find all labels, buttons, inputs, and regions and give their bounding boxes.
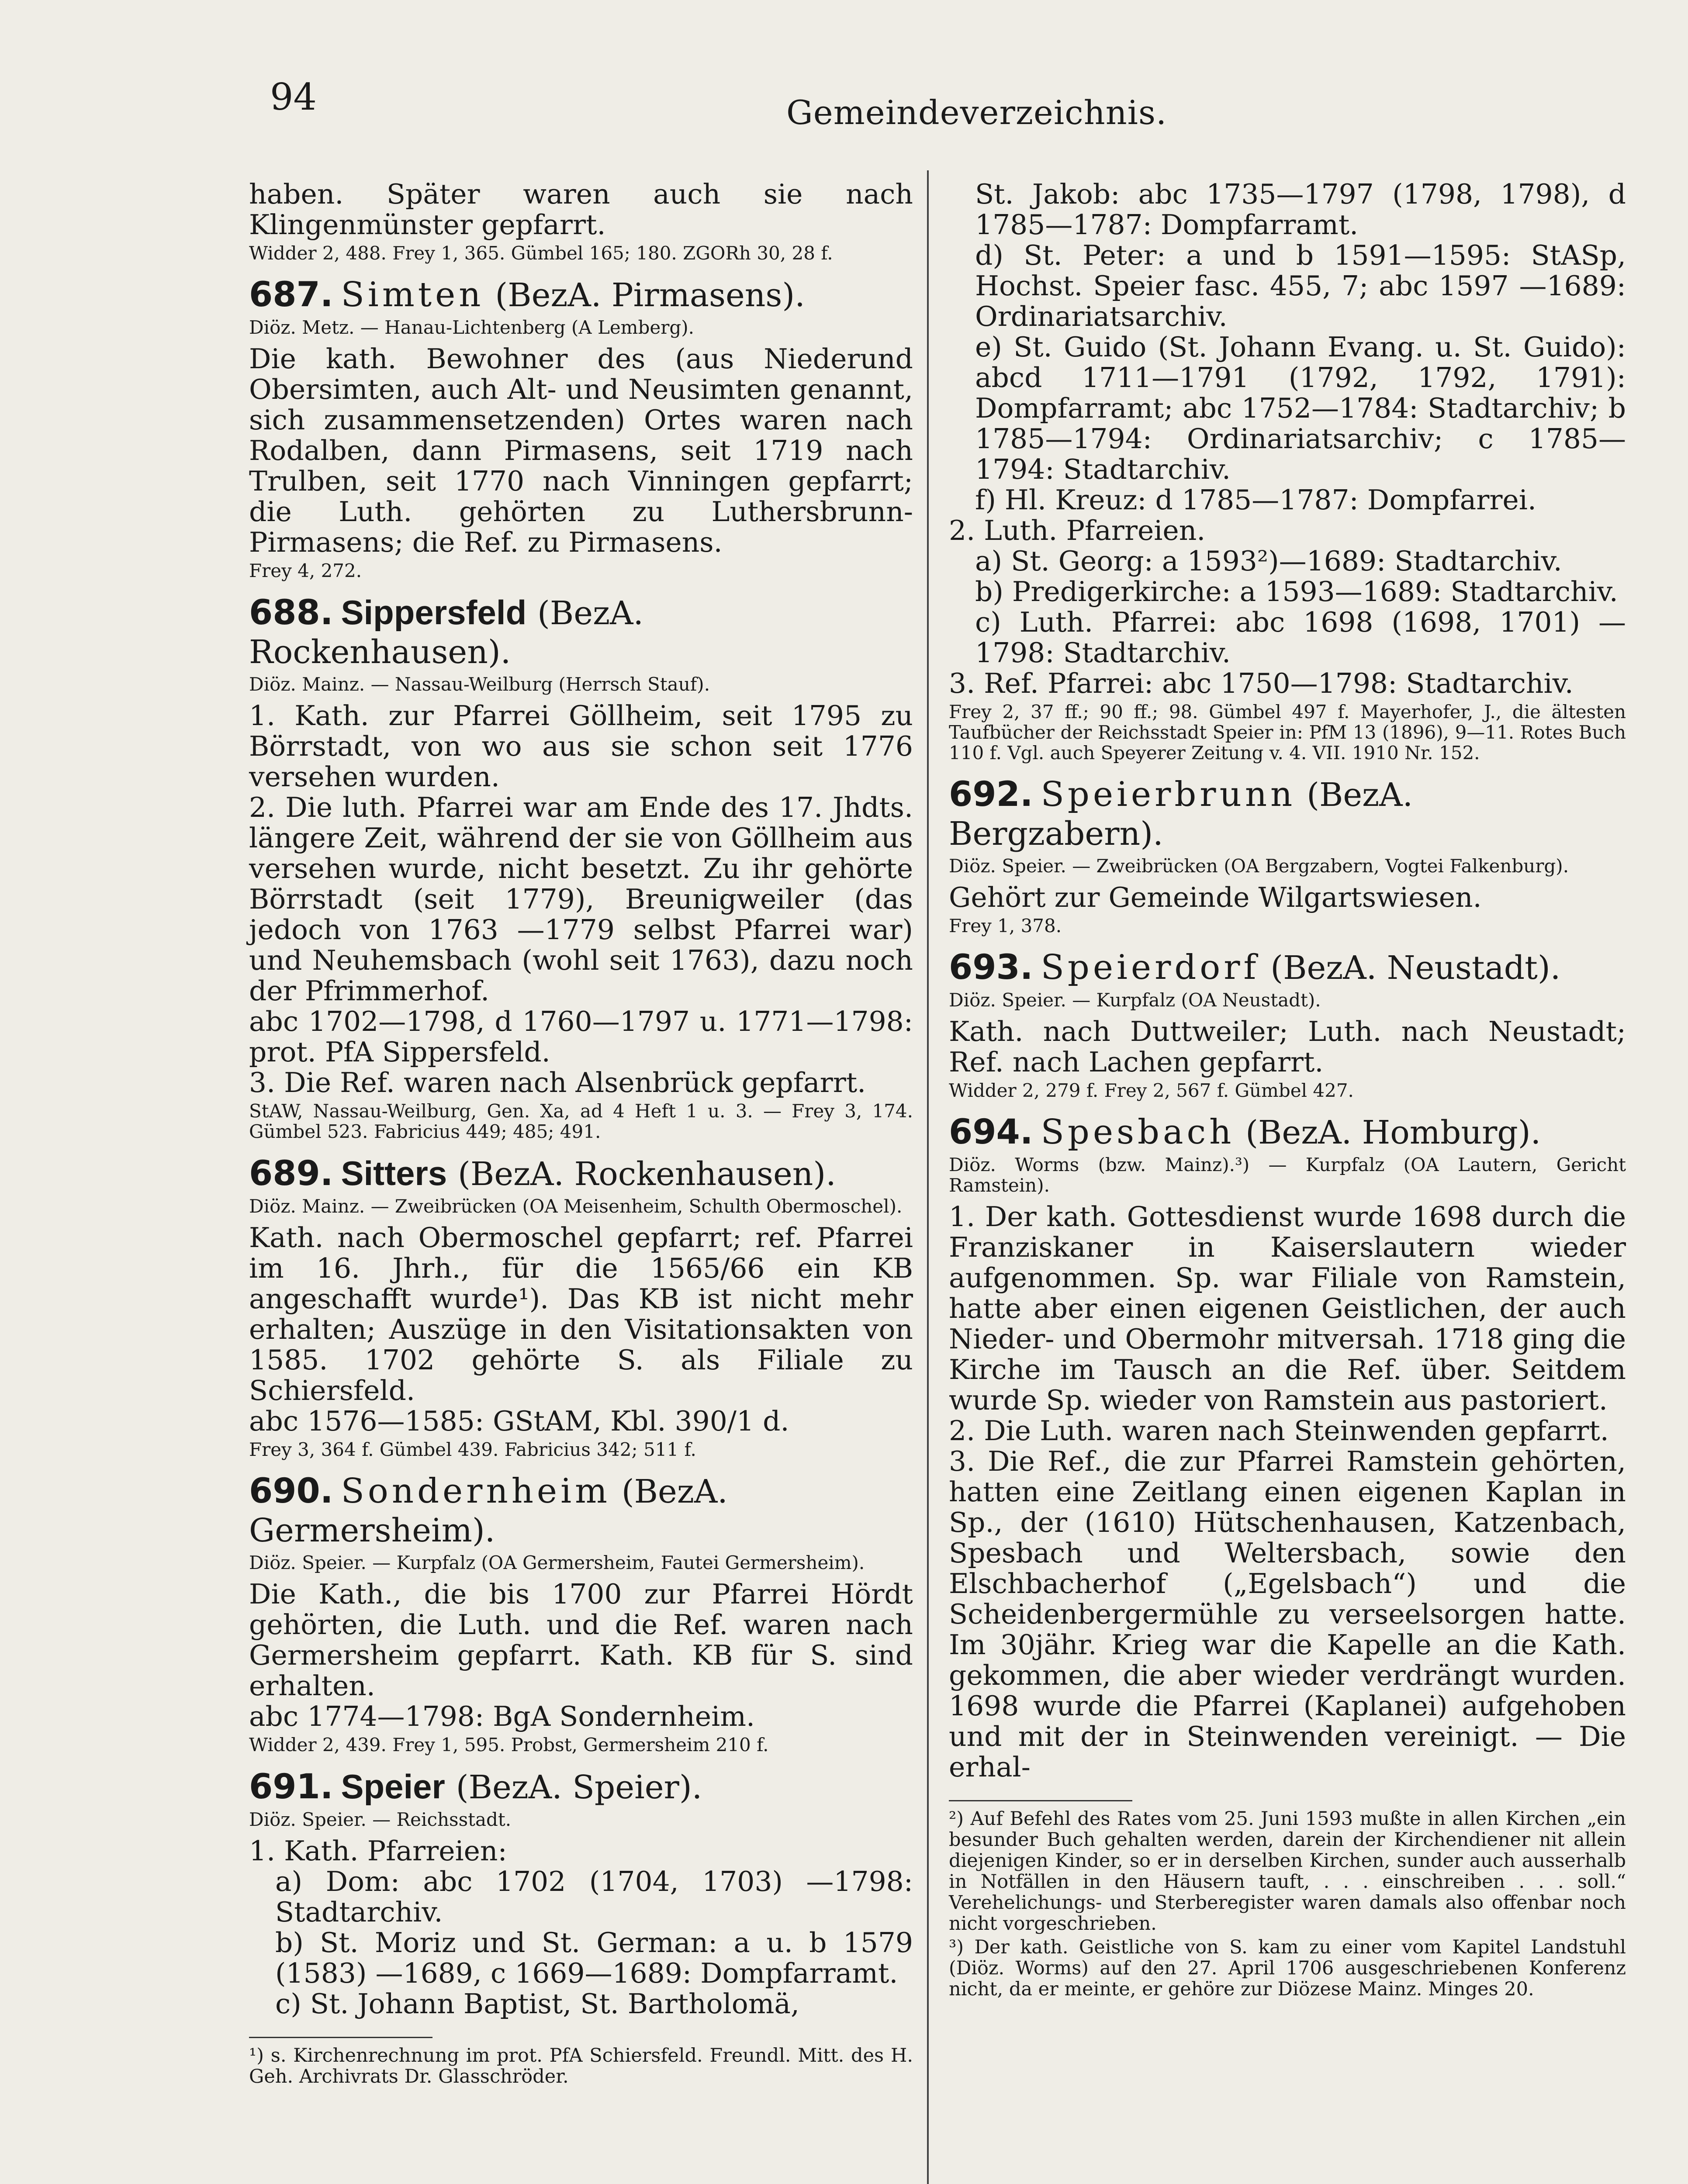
entry-diocese: Diöz. Worms (bzw. Mainz).³) — Kurpfalz (OA Lautern, Gericht Ramstein). [949,1154,1626,1196]
entry-heading [949,1113,1626,1152]
entry-paragraph: Kath. nach Duttweiler; Luth. nach Neustadt; Ref. nach Lachen gepfarrt. [949,1016,1626,1078]
entry-diocese: Diöz. Mainz. — Nassau-Weilburg (Herrsch Stauf). [249,674,710,695]
entry-place-name: Sondernheim [341,1472,611,1511]
footnote-rule [949,1800,1132,1801]
entry-references: Widder 2, 439. Frey 1, 595. Probst, Germersheim 210 f. [249,1734,769,1755]
entry-number: 687. [249,275,333,314]
entry-place-name: Speierbrunn [1041,775,1296,814]
entry-heading [949,775,1626,853]
entry-paragraph: Die Kath., die bis 1700 zur Pfarrei Hördt gehörten, die Luth. und die Ref. waren nach Germersheim gepfarrt. Kath. KB für S. sind erhalten. [249,1578,913,1702]
entry-688 [249,593,913,1142]
entry-687 [249,276,913,581]
entry-692 [949,775,1626,936]
entry-diocese: Diöz. Speier. — Zweibrücken (OA Bergzabern, Vogtei Falkenburg). [949,855,1569,877]
entry-693 [949,948,1626,1101]
running-title: Gemeindeverzeichnis. [786,93,1167,132]
entry-paragraph: 2. Die Luth. waren nach Steinwenden gepfarrt. [949,1415,1609,1447]
entry-place-name: Sippersfeld [341,593,527,632]
entry-number: 693. [949,948,1033,987]
entry-diocese: Diöz. Speier. — Kurpfalz (OA Germersheim, Fautei Germersheim). [249,1552,865,1573]
entry-diocese: Diöz. Speier. — Kurpfalz (OA Neustadt). [949,989,1321,1011]
entry-place-name: Spesbach [1041,1113,1235,1152]
entry-paragraph: Gehört zur Gemeinde Wilgartswiesen. [949,881,1482,913]
entry-district: (BezA. Bergzabern). [949,776,1413,853]
entry-paragraph: 3. Die Ref. waren nach Alsenbrück gepfarrt. [249,1067,866,1099]
entry-diocese: Diöz. Mainz. — Zweibrücken (OA Meisenheim, Schulth Obermoschel). [249,1196,903,1217]
entry-paragraph: abc 1774—1798: BgA Sondernheim. [249,1700,755,1732]
entry-heading [249,1154,913,1193]
entry-paragraph: 2. Die luth. Pfarrei war am Ende des 17. Jhdts. längere Zeit, während der sie von Göllheim aus versehen wurde, nicht besetzt. Zu ihr gehörte Börrstadt (seit 1779), Breunigweiler (das jedoch von 1763 —1779 selbst Pfarrei war) und Neuhemsbach (wohl seit 1763), dazu noch der Pfrimmerhof. [249,791,913,1007]
entry-district: (BezA. Neustadt). [1270,949,1561,987]
entry-heading [949,948,1626,987]
entry-number: 691. [249,1767,333,1807]
entry-references: StAW, Nassau-Weilburg, Gen. Xa, ad 4 Heft 1 u. 3. — Frey 3, 174. Gümbel 523. Fabricius 449; 485; 491. [249,1100,913,1142]
entry-paragraph: 1. Der kath. Gottesdienst wurde 1698 durch die Franziskaner in Kaiserslautern wieder aufgenommen. Sp. war Filiale von Ramstein, hatte aber einen eigenen Geistlichen, der auch Nieder- und Obermohr mitversah. 1718 ging die Kirche im Tausch an die Ref. über. Seitdem wurde Sp. wieder von Ramstein aus pastoriert. [949,1201,1626,1416]
entry-references: Frey 4, 272. [249,560,362,581]
entry-district: (BezA. Homburg). [1245,1114,1541,1151]
page-number: 94 [270,76,317,118]
entry-references: Frey 2, 37 ff.; 90 ff.; 98. Gümbel 497 f. Mayerhofer, J., die ältesten Taufbücher der Reichsstadt Speier in: PfM 13 (1896), 9—11. Rotes Buch 110 f. Vgl. auch Speyerer Zeitung v. 4. VII. 1910 Nr. 152. [949,701,1626,764]
entry-paragraph: abc 1576—1585: GStAM, Kbl. 390/1 d. [249,1405,789,1437]
entry-references: Frey 1, 378. [949,915,1062,936]
entry-district: (BezA. Rockenhausen). [249,594,644,671]
footnotes [949,1808,1626,2000]
list-item: a) Dom: abc 1702 (1704, 1703) —1798: Stadtarchiv. [275,1866,913,1928]
footnotes [249,2045,913,2087]
entry-number: 694. [949,1113,1033,1152]
entry-heading [249,593,913,671]
right-column [949,179,1626,2002]
left-column [249,179,913,2090]
entry-references: Frey 3, 364 f. Gümbel 439. Fabricius 342; 511 f. [249,1439,696,1460]
list-item: d) St. Peter: a und b 1591—1595: StASp, Hochst. Speier fasc. 455, 7; abc 1597 —1689: Ordinariatsarchiv. [975,239,1626,332]
list-item: 3. Ref. Pfarrei: abc 1750—1798: Stadtarchiv. [949,667,1574,699]
entry-689 [249,1154,913,1460]
entry-place-name: Simten [341,275,484,314]
entry-paragraph: Die kath. Bewohner des (aus Niederund Obersimten, auch Alt- und Neusimten genannt, sich zusammensetzenden) Ortes waren nach Rodalben, dann Pirmasens, seit 1719 nach Trulben, seit 1770 nach Vinningen gepfarrt; die Luth. gehörten zu Luthersbrunn-Pirmasens; die Ref. zu Pirmasens. [249,343,913,558]
entry-references: Widder 2, 279 f. Frey 2, 567 f. Gümbel 427. [949,1080,1354,1101]
entry-number: 690. [249,1472,333,1511]
entry-number: 688. [249,593,333,632]
entry-diocese: Diöz. Speier. — Reichsstadt. [249,1809,512,1830]
footnote-rule [249,2037,432,2038]
footnote: ¹) s. Kirchenrechnung im prot. PfA Schiersfeld. Freundl. Mitt. des H. Geh. Archivrats Dr. Glasschröder. [249,2045,913,2087]
list-item: St. Jakob: abc 1735—1797 (1798, 1798), d 1785—1787: Dompfarramt. [975,178,1626,241]
list-item: 1. Kath. Pfarreien: [249,1835,507,1867]
entry-place-name: Speier [341,1767,445,1806]
list-item: f) Hl. Kreuz: d 1785—1787: Dompfarrei. [975,484,1536,516]
entry-heading [249,1767,913,1807]
entry-694 [949,1113,1626,1783]
entry-number: 692. [949,775,1033,814]
entry-district: (BezA. Germersheim). [249,1473,728,1549]
entry-691 [249,1767,913,2019]
entry-place-name: Sitters [341,1154,447,1192]
footnote: ³) Der kath. Geistliche von S. kam zu einer vom Kapitel Landstuhl (Diöz. Worms) auf den 27. April 1706 ausgeschriebenen Konferenz nicht, da er meinte, er gehöre zur Diözese Mainz. Minges 20. [949,1936,1626,2000]
list-item: c) Luth. Pfarrei: abc 1698 (1698, 1701) —1798: Stadtarchiv. [975,606,1626,669]
list-item: e) St. Guido (St. Johann Evang. u. St. Guido): abcd 1711—1791 (1792, 1792, 1791): Dompfarramt; abc 1752—1784: Stadtarchiv; b 1785—1794: Ordinariatsarchiv; c 1785—1794: Stadtarchiv. [975,331,1626,485]
list-item: 2. Luth. Pfarreien. [949,515,1206,546]
entry-district: (BezA. Speier). [456,1769,702,1806]
footnote: ²) Auf Befehl des Rates vom 25. Juni 1593 mußte in allen Kirchen „ein besunder Buch gehalten werden, darein der Kirchendiener nit allein diejenigen Kinder, so er in derselben Kirchen, sunder auch ausserhalb in Notfällen in den Häusern tauft, . . . einschreiben . . . soll.“ Verehelichungs- und Sterberegister waren damals also offenbar noch nicht vorgeschrieben. [949,1808,1626,1935]
entry-district: (BezA. Pirmasens). [495,276,805,314]
entry-place-name: Speierdorf [1041,948,1260,987]
entry-paragraph: abc 1702—1798, d 1760—1797 u. 1771—1798: prot. PfA Sippersfeld. [249,1006,913,1068]
entry-heading [249,276,913,314]
list-item: c) St. Johann Baptist, St. Bartholomä, [275,1988,799,2020]
entry-paragraph: Kath. nach Obermoschel gepfarrt; ref. Pfarrei im 16. Jhrh., für die 1565/66 ein KB angeschafft wurde¹). Das KB ist nicht mehr erhalten; Auszüge in den Visitationsakten von 1585. 1702 gehörte S. als Filiale zu Schiersfeld. [249,1222,913,1406]
entry-diocese: Diöz. Metz. — Hanau-Lichtenberg (A Lemberg). [249,317,694,338]
entry-paragraph: 1. Kath. zur Pfarrei Göllheim, seit 1795 zu Börrstadt, von wo aus sie schon seit 1776 versehen wurden. [249,700,913,793]
list-item: a) St. Georg: a 1593²)—1689: Stadtarchiv. [975,545,1562,577]
list-item: b) St. Moriz und St. German: a u. b 1579 (1583) —1689, c 1669—1689: Dompfarramt. [275,1927,913,1989]
entry-number: 689. [249,1154,333,1193]
column-divider [927,170,929,2184]
entry-paragraph: 3. Die Ref., die zur Pfarrei Ramstein gehörten, hatten eine Zeitlang einen eigenen Kaplan in Sp., der (1610) Hütschenhausen, Katzenbach, Spesbach und Weltersbach, sowie den Elschbacherhof („Egelsbach“) und die Scheidenbergermühle zu verseelsorgen hatte. Im 30jähr. Krieg war die Kapelle an die Kath. gekommen, die aber wieder verdrängt wurden. 1698 wurde die Pfarrei (Kaplanei) aufgehoben und mit der in Steinwenden vereinigt. — Die erhal- [949,1445,1626,1783]
intro-paragraph: haben. Später waren auch sie nach Klingenmünster gepfarrt. [249,178,913,241]
entry-690 [249,1472,913,1755]
list-item: b) Predigerkirche: a 1593—1689: Stadtarchiv. [975,576,1618,608]
intro-references: Widder 2, 488. Frey 1, 365. Gümbel 165; 180. ZGORh 30, 28 f. [249,242,833,264]
entry-district: (BezA. Rockenhausen). [458,1155,836,1193]
entry-heading [249,1472,913,1550]
